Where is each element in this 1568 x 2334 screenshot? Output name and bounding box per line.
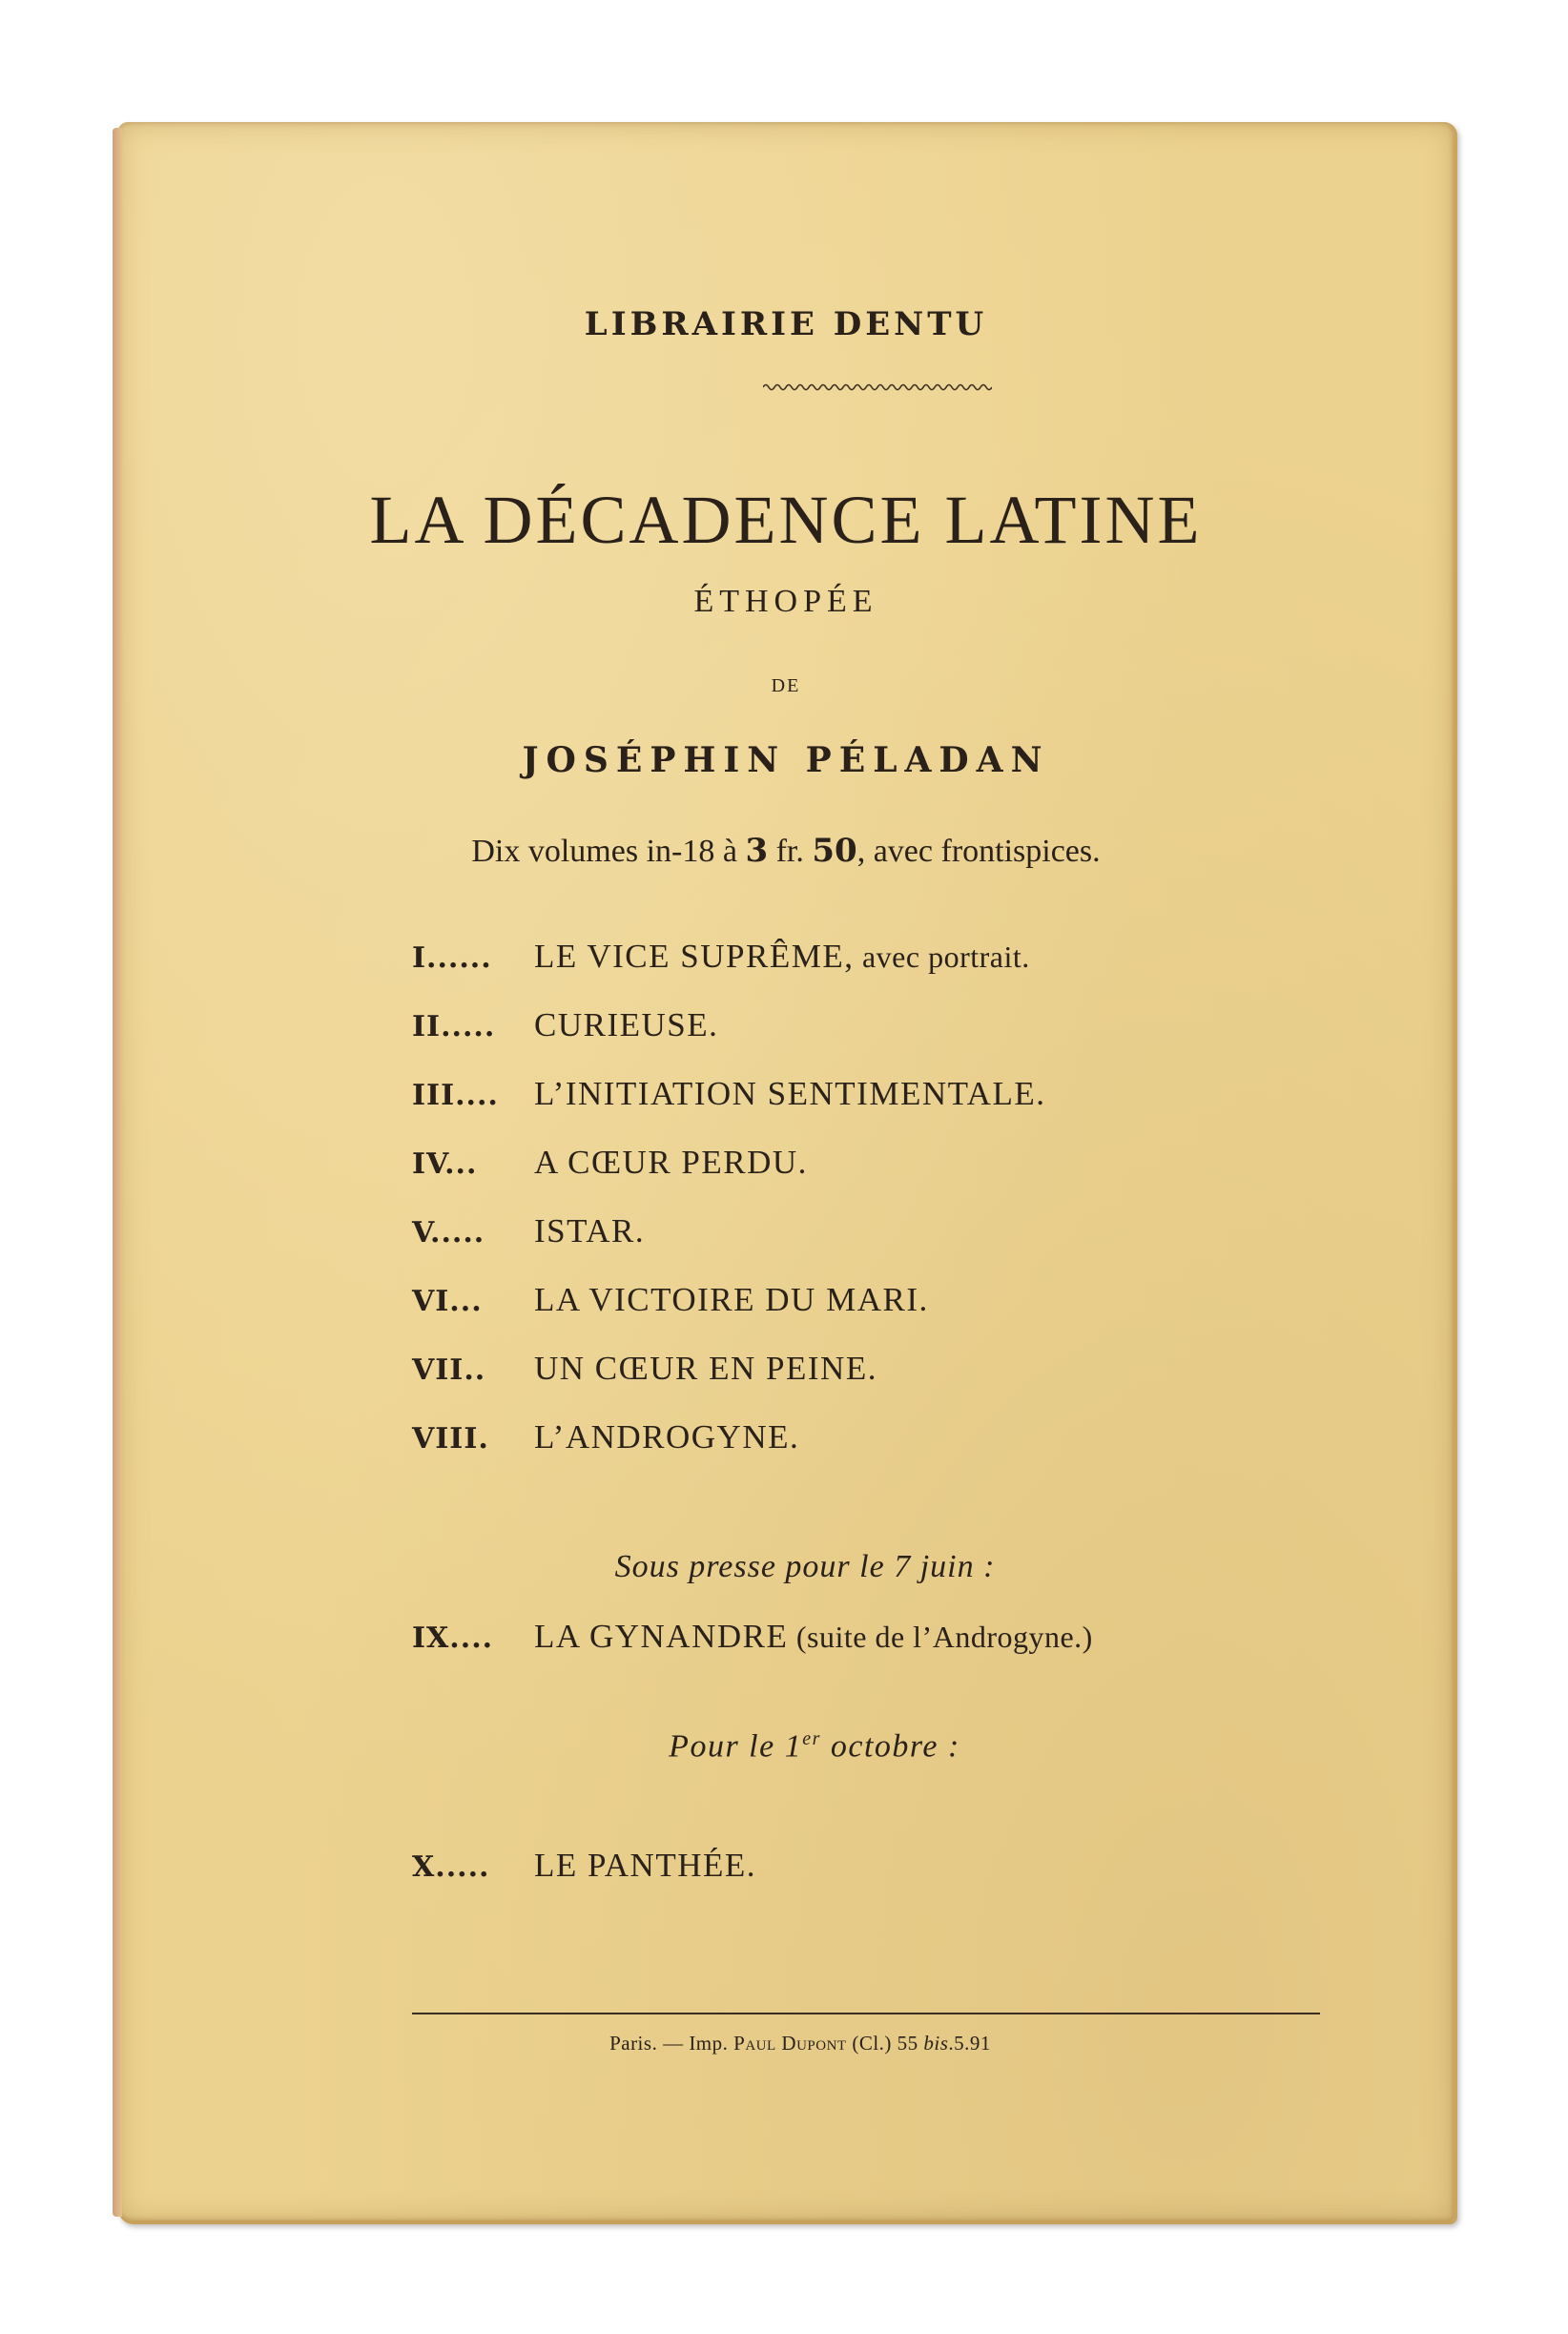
price-francs: 3 [745,832,769,870]
october-note [118,1728,1454,1765]
volume-title [534,1618,1093,1656]
volume-number: IX.... [412,1621,494,1655]
volumes-note [118,832,1454,870]
volume-entry [412,1350,1366,1418]
volume-title: LE PANTHÉE. [534,1847,756,1884]
book-back-cover [118,122,1457,2224]
volume-number: V..... [412,1216,485,1250]
volume-number: VIII. [412,1422,489,1456]
volume-number: IV... [412,1147,478,1181]
volume-number: VI... [412,1285,483,1318]
october-note-sup: er [802,1728,821,1749]
volume-entry [412,938,1366,1006]
volume-entry-x [412,1847,1366,1915]
price-cents: 50 [812,832,857,870]
volume-title: L’INITIATION SENTIMENTALE. [534,1075,1046,1112]
press-note: Sous presse pour le 7 juin : [614,1549,996,1584]
volume-entry [412,1212,1366,1281]
volume-note: (suite de l’Androgyne.) [788,1620,1093,1654]
imprint-place: Paris. — Imp. [609,2032,734,2055]
author-preposition: DE [771,675,801,696]
volume-title: L’ANDROGYNE. [534,1418,800,1456]
volume-entry [412,1075,1366,1144]
volume-title: LA VICTOIRE DU MARI. [534,1281,929,1318]
volume-number: II..... [412,1010,496,1043]
imprint-bis: bis [923,2032,949,2055]
imprint-code: (Cl.) 55 [846,2032,924,2055]
author-name: JOSÉPHIN PÉLADAN [522,740,1050,780]
volume-note: avec portrait. [854,940,1030,974]
volume-entry-ix [412,1618,1366,1686]
volume-title: CURIEUSE. [534,1006,719,1043]
volume-number: III.... [412,1079,499,1112]
october-note-before: Pour le 1 [669,1728,803,1765]
volume-entry [412,1144,1366,1212]
volume-number: VII.. [412,1353,486,1387]
publisher-name: LIBRAIRIE DENTU [584,305,988,343]
cover-edge [113,128,122,2217]
volume-title: ISTAR. [534,1212,646,1250]
volume-entry [412,1006,1366,1075]
volume-list [412,938,1366,1487]
price-mid: fr. [768,834,813,869]
volume-title: UN CŒUR EN PEINE. [534,1350,877,1387]
imprint-printer: Paul Dupont [733,2032,847,2055]
footer-rule [412,2013,1320,2014]
printer-imprint [118,2032,1454,2055]
volume-number: X..... [412,1850,490,1884]
volumes-note-suffix: , avec frontispices. [856,834,1101,869]
volume-title [534,938,1030,976]
wavy-rule-ornament [763,380,992,395]
series-title: LA DÉCADENCE LATINE [369,482,1203,558]
volume-entry [412,1281,1366,1350]
october-note-after: octobre : [820,1728,960,1765]
volumes-note-prefix: Dix volumes in-18 à [471,834,746,869]
volume-entry [412,1418,1366,1487]
imprint-date: .5.91 [948,2032,991,2055]
series-subtitle: ÉTHOPÉE [693,584,878,619]
volume-number: I...... [412,941,492,975]
volume-title-text: LA GYNANDRE [534,1618,789,1655]
volume-title: A CŒUR PERDU. [534,1144,808,1181]
volume-title-text: LE VICE SUPRÊME, [534,938,855,975]
